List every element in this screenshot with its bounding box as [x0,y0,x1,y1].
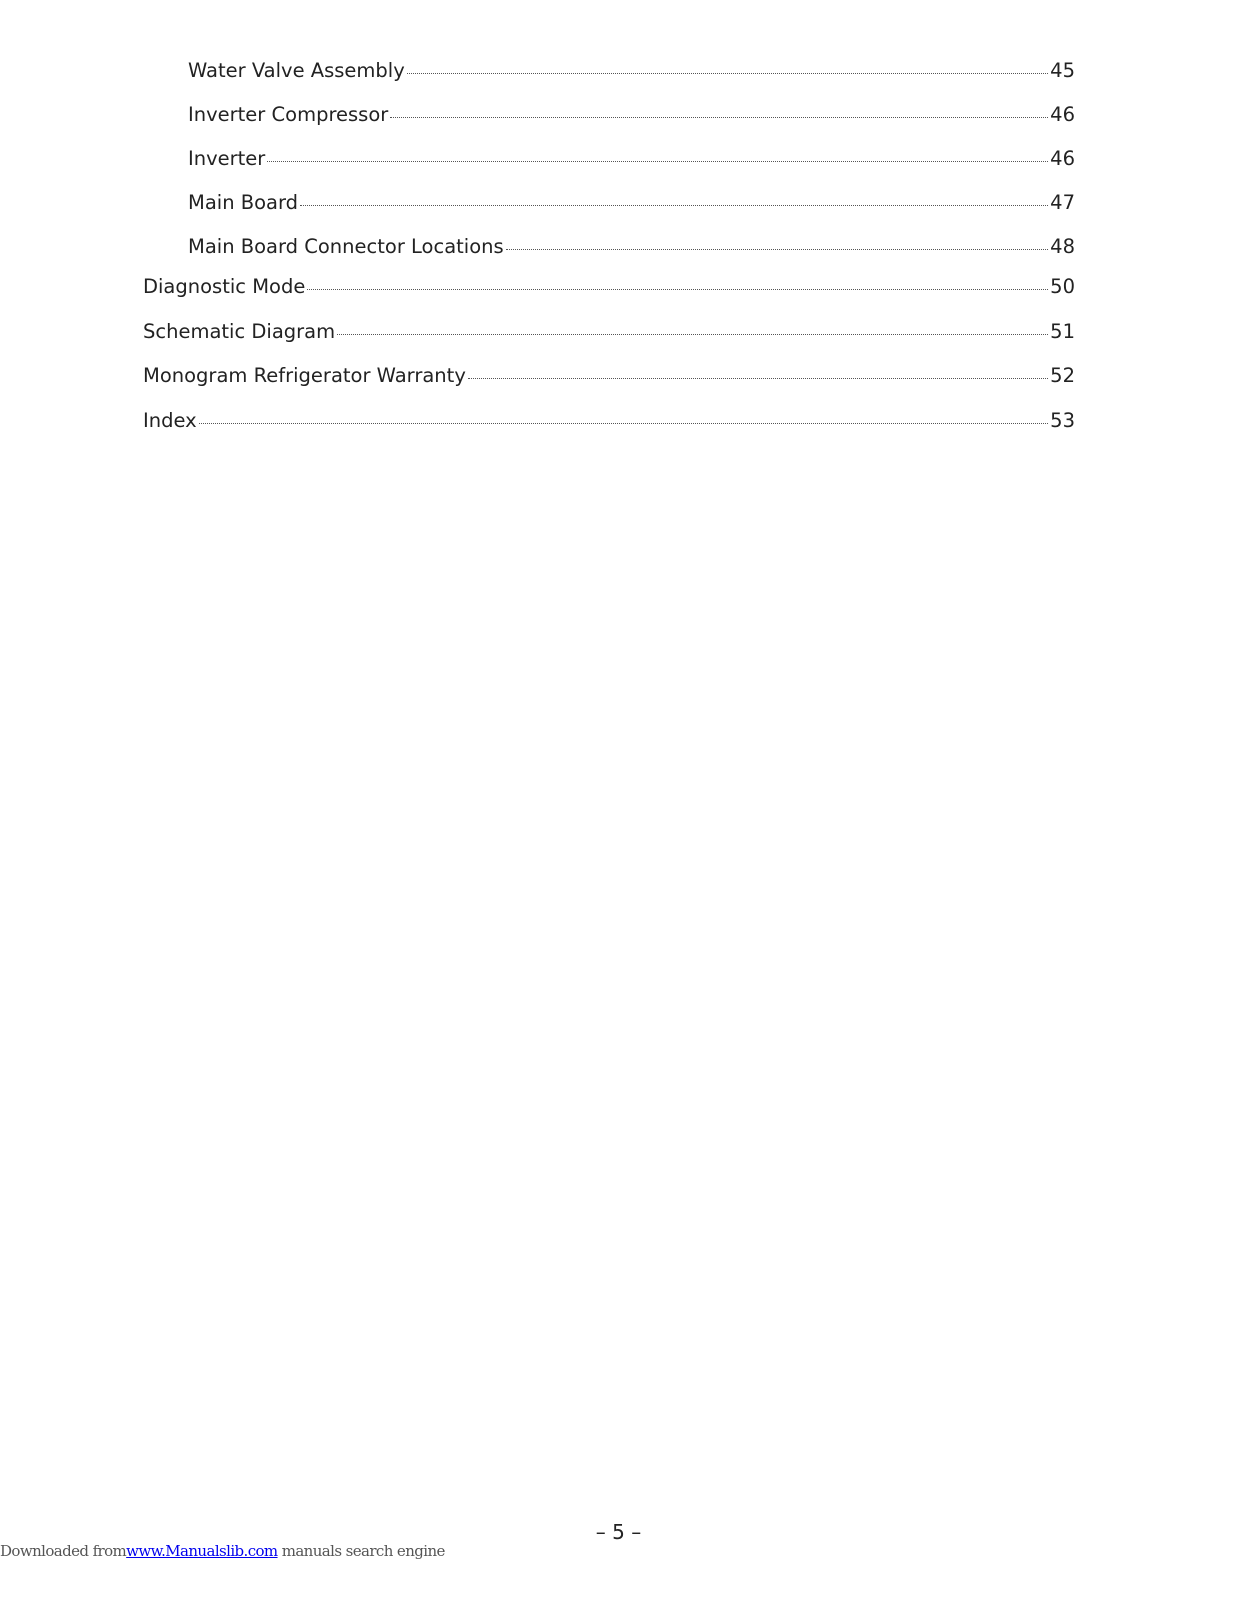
download-footer [0,1542,445,1560]
toc-entry-page: 47 [1050,191,1075,214]
toc-dot-leader [407,72,1048,74]
toc-dot-leader [199,422,1048,424]
toc-entry-schematic-diagram[interactable] [143,319,1075,345]
toc-entry-page: 53 [1050,409,1075,432]
toc-entry-label: Schematic Diagram [143,320,336,343]
toc-entry-main-board[interactable] [188,190,1075,216]
toc-entry-label: Water Valve Assembly [188,59,405,82]
toc-entry-label: Diagnostic Mode [143,275,306,298]
toc-entry-index[interactable] [143,408,1075,434]
toc-dot-leader [267,160,1048,162]
page-number: – 5 – [595,1520,642,1544]
toc-entry-page: 52 [1050,364,1075,387]
toc-dot-leader [300,204,1048,206]
toc-entry-water-valve-assembly[interactable] [188,58,1075,84]
toc-entry-label: Index [143,409,197,432]
toc-entry-page: 51 [1050,320,1075,343]
toc-entry-label: Main Board [188,191,299,214]
toc-entry-main-board-connector-locations[interactable] [188,234,1075,260]
toc-entry-diagnostic-mode[interactable] [143,274,1075,300]
toc-entry-label: Monogram Refrigerator Warranty [143,364,466,387]
toc-dot-leader [307,288,1048,290]
toc-entry-page: 46 [1050,103,1075,126]
toc-entry-page: 50 [1050,275,1075,298]
toc-entry-page: 45 [1050,59,1075,82]
toc-dot-leader [468,377,1048,379]
toc-entry-monogram-refrigerator-warranty[interactable] [143,363,1075,389]
toc-dot-leader [390,116,1048,118]
manualslib-link[interactable]: www.Manualslib.com [126,1542,278,1560]
toc-entry-label: Inverter Compressor [188,103,389,126]
toc-dot-leader [506,248,1049,250]
footer-prefix: Downloaded from [0,1542,127,1560]
footer-suffix: manuals search engine [277,1542,445,1560]
toc-entry-page: 46 [1050,147,1075,170]
toc-dot-leader [337,333,1048,335]
toc-entry-page: 48 [1050,235,1075,258]
toc-entry-inverter[interactable] [188,146,1075,172]
toc-entry-label: Main Board Connector Locations [188,235,504,258]
toc-entry-label: Inverter [188,147,266,170]
toc-entry-inverter-compressor[interactable] [188,102,1075,128]
